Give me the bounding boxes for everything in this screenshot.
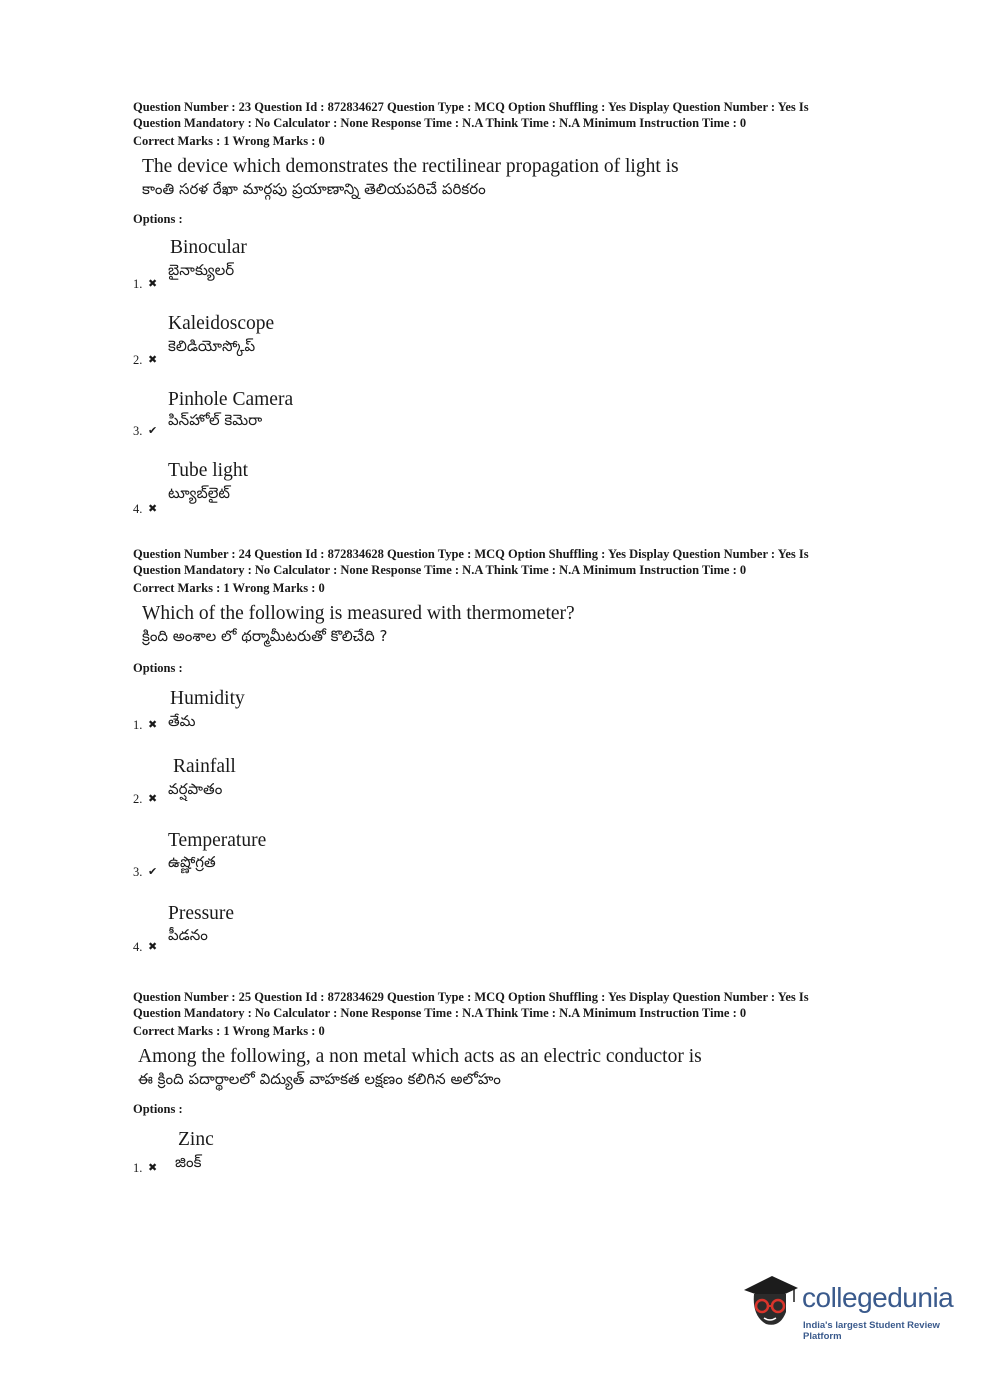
options-label: Options : (133, 661, 183, 675)
question-meta (133, 546, 893, 596)
meta-line: Question Number : 25 Question Id : 872834629 Question Type : MCQ Option Shuffling : Yes Display Question Number : Yes Is (133, 990, 809, 1004)
option-text-te: బైనాక్యులర్ (168, 261, 235, 279)
option-number: 2. (133, 353, 143, 367)
option-text-en: Zinc (178, 1129, 214, 1150)
option-text-te: తేమ (168, 712, 196, 730)
meta-line: Correct Marks : 1 Wrong Marks : 0 (133, 581, 325, 595)
option-text-te: ఉష్ణోగ్రత (168, 853, 216, 871)
option-text-en: Pinhole Camera (168, 389, 294, 410)
logo-tagline: India's largest Student Review Platform (803, 1320, 940, 1342)
option-text-te: ట్యూబ్‌లైట్ (168, 484, 230, 502)
option-text-te: కెలిడియోస్కోప్ (168, 337, 256, 355)
check-mark-icon: ✔ (148, 865, 158, 878)
meta-line: Correct Marks : 1 Wrong Marks : 0 (133, 1024, 325, 1038)
option-text-en: Binocular (170, 237, 247, 258)
question-meta (133, 99, 893, 149)
meta-line: Question Mandatory : No Calculator : None Response Time : N.A Think Time : N.A Minimum Instruction Time : 0 (133, 116, 747, 130)
wrong-mark-icon: ✖ (148, 502, 158, 515)
option-text-te: పిన్‌హోల్ కెమెరా (168, 411, 263, 429)
option-number: 2. (133, 792, 143, 806)
meta-line: Question Mandatory : No Calculator : None Response Time : N.A Think Time : N.A Minimum Instruction Time : 0 (133, 563, 747, 577)
option-text-en: Pressure (168, 903, 235, 924)
question-text-en: Which of the following is measured with thermometer? (142, 603, 575, 624)
option-item (133, 307, 533, 380)
question-25 (133, 989, 893, 1201)
option-item (133, 383, 533, 456)
meta-line: Question Number : 23 Question Id : 872834627 Question Type : MCQ Option Shuffling : Yes Display Question Number : Yes Is (133, 100, 809, 114)
option-text-en: Rainfall (173, 756, 236, 777)
meta-line: Question Mandatory : No Calculator : None Response Time : N.A Think Time : N.A Minimum Instruction Time : 0 (133, 1006, 747, 1020)
wrong-mark-icon: ✖ (148, 792, 158, 805)
option-text-en: Temperature (168, 830, 267, 851)
option-number: 3. (133, 865, 143, 879)
option-text-te: పీడనం (168, 926, 208, 944)
question-text-te: క్రింది అంశాల లో థర్మామీటరుతో కొలిచేది ? (142, 627, 388, 645)
meta-line: Correct Marks : 1 Wrong Marks : 0 (133, 134, 325, 148)
option-text-en: Tube light (168, 460, 249, 481)
option-text-en: Humidity (170, 688, 245, 709)
question-23 (133, 99, 893, 531)
options-label: Options : (133, 212, 183, 226)
option-number: 4. (133, 502, 143, 516)
options-label: Options : (133, 1102, 183, 1116)
option-number: 1. (133, 1161, 143, 1175)
question-text-en: The device which demonstrates the rectilinear propagation of light is (142, 156, 679, 177)
option-item (133, 826, 533, 899)
wrong-mark-icon: ✖ (148, 1161, 158, 1174)
option-text-te: జింక్ (175, 1153, 202, 1171)
meta-line: Question Number : 24 Question Id : 872834628 Question Type : MCQ Option Shuffling : Yes Display Question Number : Yes Is (133, 547, 809, 561)
question-24 (133, 546, 893, 980)
question-text-te: ఈ క్రింది పదార్థాలలో విద్యుత్ వాహకత లక్షణం కలిగిన అలోహం (138, 1070, 501, 1088)
option-item (133, 454, 533, 527)
option-text-te: వర్షపాతం (168, 780, 223, 798)
question-text-te: కాంతి సరళ రేఖా మార్గపు ప్రయాణాన్ని తెలియపరిచే పరికరం (142, 180, 486, 198)
option-item (133, 680, 533, 753)
wrong-mark-icon: ✖ (148, 940, 158, 953)
graduate-mascot-icon (742, 1272, 800, 1340)
option-item (133, 231, 533, 304)
option-item (133, 1121, 533, 1194)
check-mark-icon: ✔ (148, 424, 158, 437)
option-item (133, 900, 533, 973)
question-text-en: Among the following, a non metal which acts as an electric conductor is (138, 1046, 702, 1067)
option-number: 1. (133, 718, 143, 732)
collegedunia-logo (742, 1272, 972, 1342)
option-text-en: Kaleidoscope (168, 313, 275, 334)
option-item (133, 752, 533, 825)
option-number: 4. (133, 940, 143, 954)
option-number: 1. (133, 277, 143, 291)
option-number: 3. (133, 424, 143, 438)
logo-wordmark: collegedunia (802, 1282, 954, 1313)
wrong-mark-icon: ✖ (148, 277, 158, 290)
wrong-mark-icon: ✖ (148, 718, 158, 731)
question-meta (133, 989, 893, 1039)
wrong-mark-icon: ✖ (148, 353, 158, 366)
